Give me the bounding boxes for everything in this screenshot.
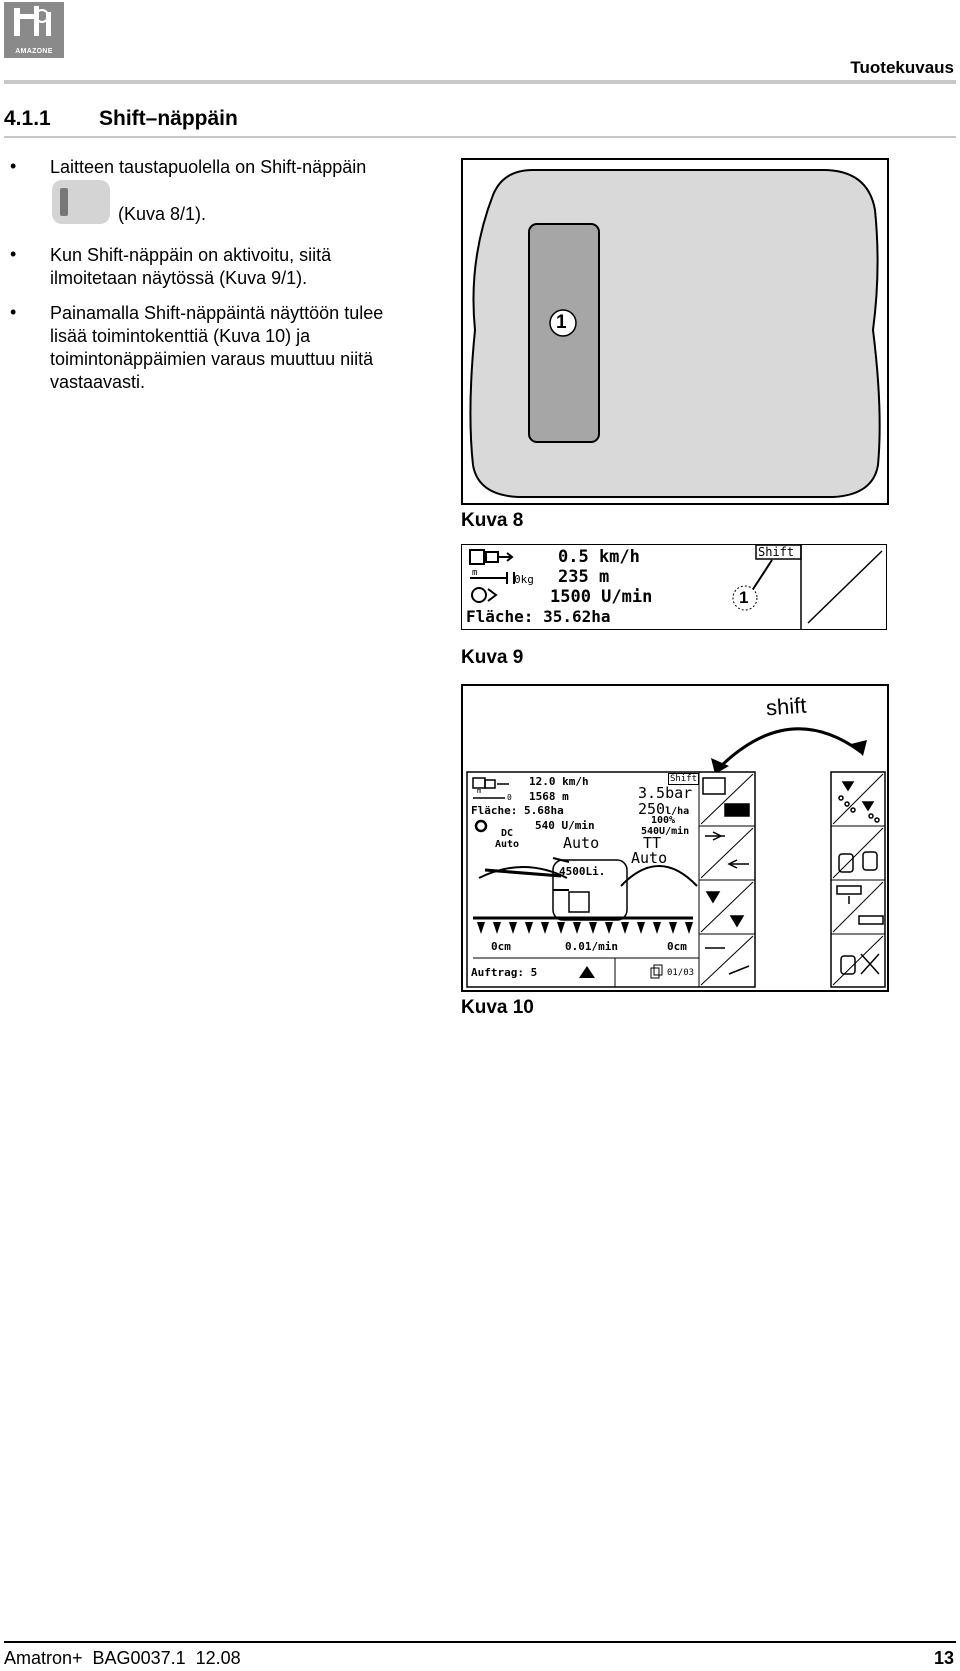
bullet-1-line-1: Laitteen taustapuolella on Shift-näppäin [50,157,367,177]
speed-readout: 0.5 km/h [558,547,640,567]
rpm-readout: 1500 U/min [550,587,653,607]
bullet-2-line-2: ilmoitetaan näytössä (Kuva 9/1). [50,268,308,288]
percent-readout: 100% [651,815,676,826]
bullet-marker: • [10,244,17,264]
pressure-readout: 3.5bar [638,784,693,802]
shift-indicator: Shift [758,545,795,559]
section-heading [4,107,238,131]
bullet-list [0,156,455,396]
area-readout: Fläche: 5.68ha [471,804,564,817]
sprayer-icon [470,550,484,564]
figure-8 [461,158,889,505]
distance-readout: 235 m [558,567,610,587]
page-indicator: 01/03 [667,968,695,978]
speed-readout: 12.0 km/h [529,775,589,788]
caption-kuva-8: Kuva 8 [461,510,524,531]
heading-title: Shift–näppäin [99,107,238,130]
callout-1: 1 [739,588,749,607]
amazone-logo [4,2,64,58]
section-title: Tuotekuvaus [850,58,954,77]
dc-auto: Auto [495,839,520,850]
tank-readout: 4500Li. [559,865,606,878]
terminal-back-drawing [463,160,887,503]
tractor-icon [4,2,64,42]
footer-document-id: Amatron+ BAG0037.1 12.08 [4,1648,241,1668]
bullet-marker: • [10,302,17,322]
shift-tag: Shift [670,774,698,784]
flow-readout: 0.01/min [565,940,618,953]
footer-rule [4,1641,956,1643]
bullet-3-line-2: lisää toimintokenttiä (Kuva 10) ja [50,326,311,346]
bullet-3-line-3: toimintonäppäimien varaus muuttuu niitä [50,349,374,369]
tt-auto-readout: Auto [631,849,668,867]
shift-arrow [717,729,861,770]
bullet-1-line-2: (Kuva 8/1). [118,204,207,224]
bullet-marker: • [10,156,17,176]
icon-label-m: m [472,568,478,578]
auto-readout: Auto [563,834,600,852]
caption-kuva-10: Kuva 10 [461,997,534,1018]
rpm-readout: 540 U/min [535,819,595,832]
icon-label-0: 0 [507,793,512,802]
shift-arrow-label: shift [765,692,808,721]
tt-readout: TT [643,834,662,852]
order-readout: Auftrag: 5 [471,966,538,979]
dc-label: DC [501,828,514,839]
area-readout: Fläche: 35.62ha [466,607,611,626]
right-height: 0cm [667,940,687,953]
heading-rule [4,136,956,138]
header-rule [4,80,956,84]
figure-10 [461,684,889,992]
gear-icon [472,588,486,602]
left-height: 0cm [491,940,511,953]
heading-number: 4.1.1 [4,107,51,130]
icon-label-okg: 0kg [514,573,534,586]
caption-kuva-9: Kuva 9 [461,647,524,668]
distance-readout: 1568 m [529,790,569,803]
rate-value: 250 [638,800,666,818]
bullet-2-line-1: Kun Shift-näppäin on aktivoitu, siitä [50,245,332,265]
footer-page-number: 13 [933,1648,954,1668]
bullet-3-line-4: vastaavasti. [50,372,146,392]
bullet-3-line-1: Painamalla Shift-näppäintä näyttöön tulee [50,303,384,323]
logo-text: AMAZONE [15,48,53,55]
rate-unit: l/ha [665,806,690,817]
icon-label-m: m [477,787,482,795]
shift-key-icon [52,180,110,224]
callout-1: 1 [556,312,567,333]
rpm2-readout: 540U/min [641,826,690,837]
figure-9 [461,544,887,630]
